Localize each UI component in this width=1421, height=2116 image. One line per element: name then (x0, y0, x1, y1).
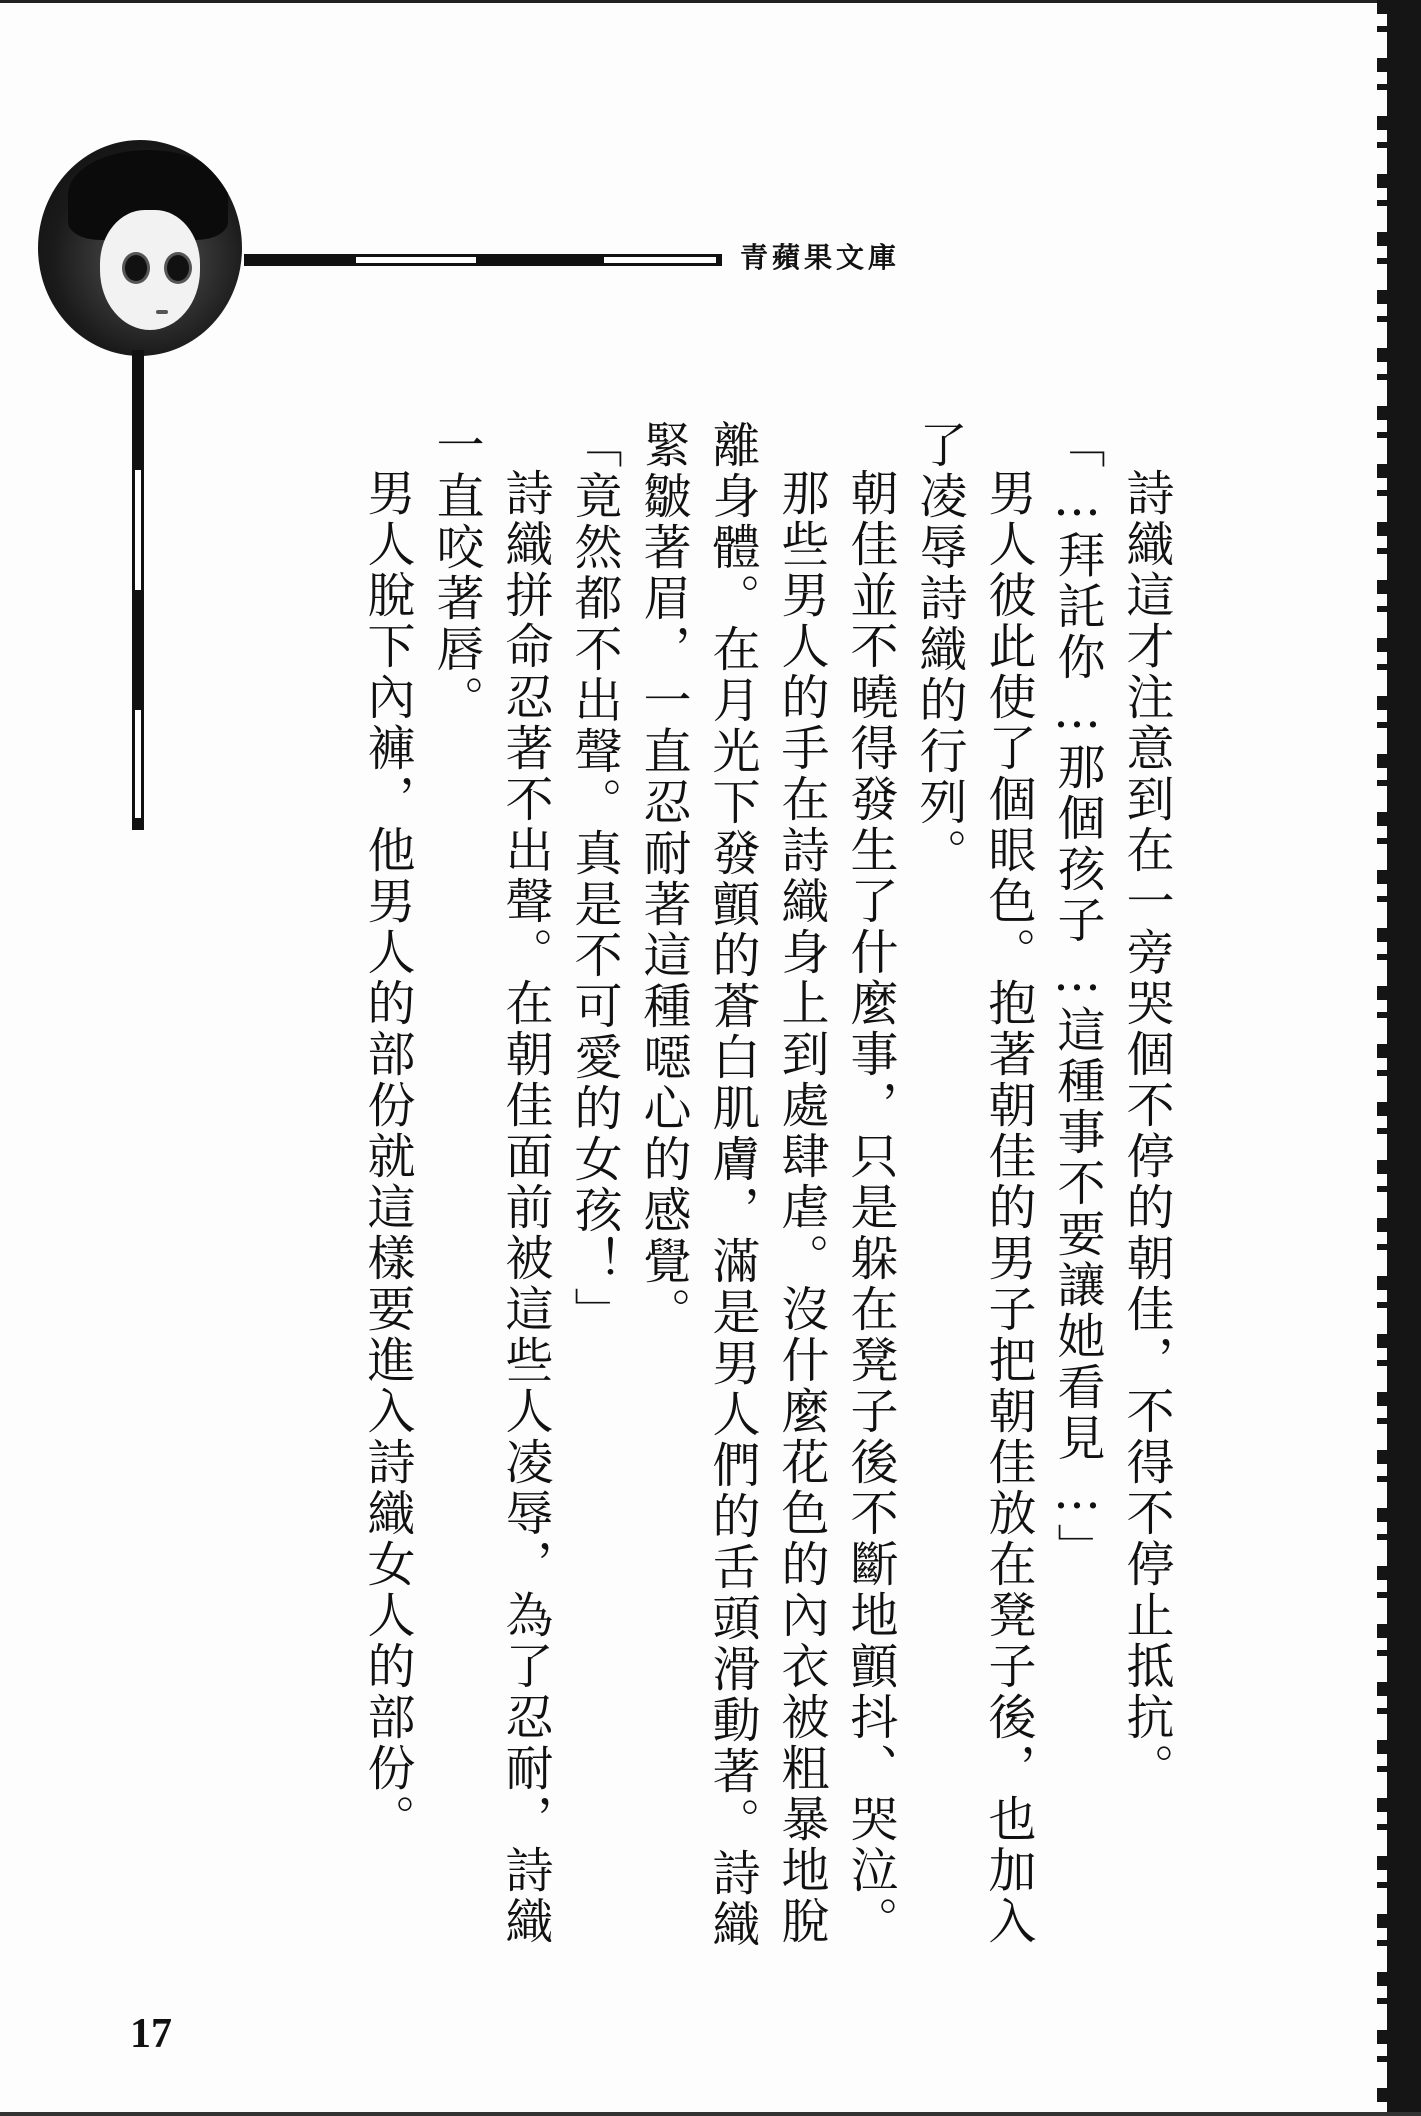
page-top-edge (0, 0, 1421, 3)
paragraph: 男人脫下內褲，他男人的部份就這樣要進入詩織女人的部份。 (359, 468, 415, 1845)
series-title: 青蘋果文庫 (740, 241, 901, 274)
vertical-text-block (280, 420, 1180, 1980)
character-portrait (38, 140, 242, 356)
portrait-right-eye (164, 252, 192, 284)
portrait-left-eye (122, 252, 150, 284)
paragraph: 男人彼此使了個眼色。抱著朝佳的男子把朝佳放在凳子後，也加入了凌辱詩織的行列。 (911, 420, 1036, 1947)
paragraph: 那些男人的手在詩織身上到處肆虐。沒什麼花色的內衣被粗暴地脫離身體。在月光下發顫的蒼白肌膚，滿是男人們的舌頭滑動著。詩織緊皺著眉，一直忍耐著這種噁心的感覺。 (635, 420, 829, 1950)
header-rule (244, 254, 722, 266)
page-bottom-edge (0, 2112, 1421, 2116)
side-rule (132, 350, 144, 830)
paragraph: 詩織拼命忍著不出聲。在朝佳面前被這些人凌辱，為了忍耐，詩織一直咬著唇。 (428, 420, 553, 1947)
page-number: 17 (130, 2011, 172, 2057)
portrait-mouth (156, 310, 168, 314)
paragraph: 「竟然都不出聲。真是不可愛的女孩！」 (566, 420, 622, 1338)
paragraph: 朝佳並不曉得發生了什麼事，只是躲在凳子後不斷地顫抖、哭泣。 (842, 468, 898, 1947)
paragraph: 「…拜託你…那個孩子…這種事不要讓她看見…」 (1049, 420, 1105, 1574)
page-torn-edge (1377, 0, 1391, 2116)
paragraph: 詩織這才注意到在一旁哭個不停的朝佳，不得不停止抵抗。 (1118, 468, 1174, 1794)
page-binding-edge (1387, 0, 1421, 2116)
